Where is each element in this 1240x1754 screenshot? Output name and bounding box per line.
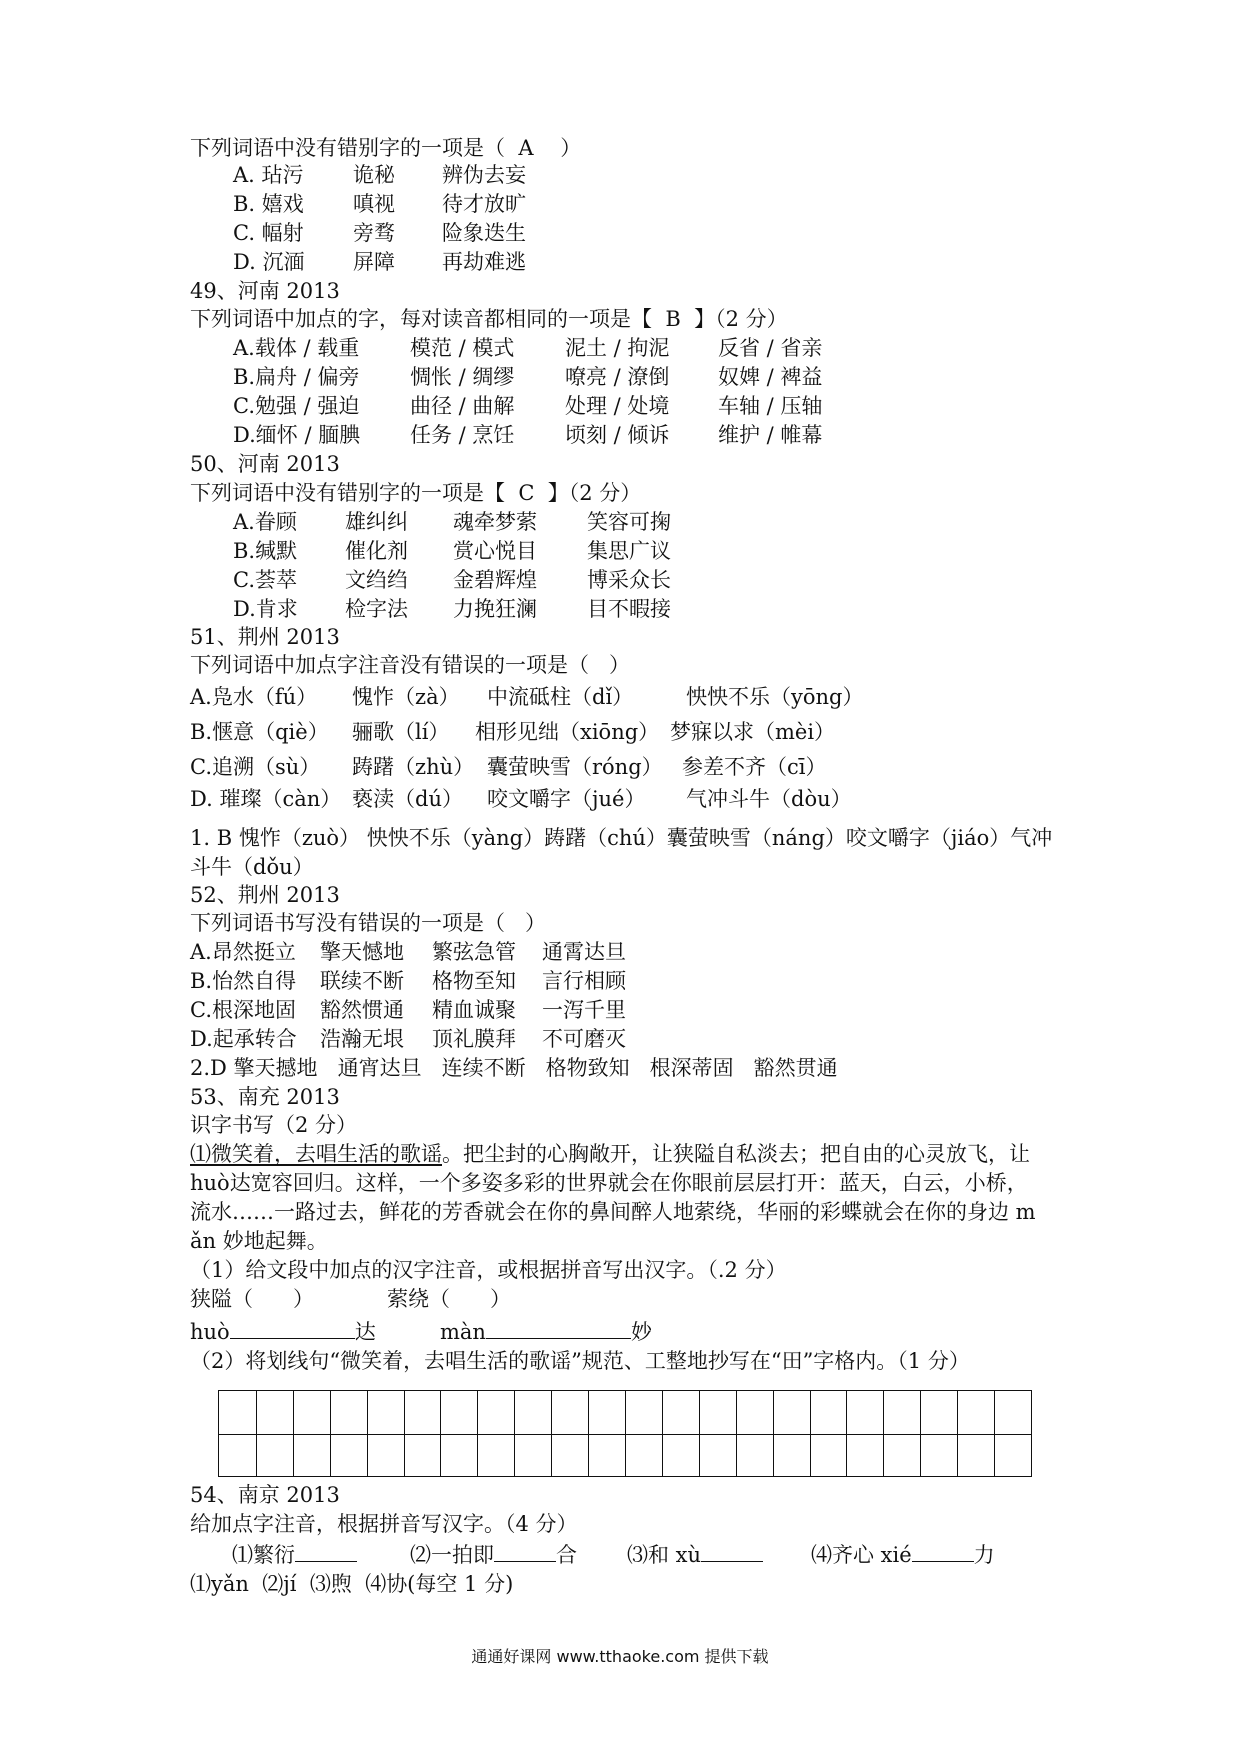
q48-a1: A. 玷污 <box>233 163 304 187</box>
q51-a4: 怏怏不乐（yōng） <box>686 685 864 709</box>
q50-d1: D.肯求 <box>233 597 298 621</box>
q53-passage-line1 <box>190 1140 1030 1168</box>
q51-answer-line1: 1. B 愧怍（zuò） 怏怏不乐（yàng）踌躇（chú）囊萤映雪（náng）咬文嚼字（jiáo）气冲 <box>190 826 1053 850</box>
q53-man-suffix: 妙 <box>630 1320 652 1344</box>
q49-b4: 奴婢 / 裨益 <box>718 365 823 389</box>
q48-stem: 下列词语中没有错别字的一项是（ A ） <box>190 136 582 160</box>
q49-d1: D.缅怀 / 腼腆 <box>233 423 361 447</box>
q49-d3: 顷刻 / 倾诉 <box>565 423 670 447</box>
q52-a2: 擎天憾地 <box>320 940 404 964</box>
q53-fill-man[interactable] <box>440 1318 652 1346</box>
q51-stem: 下列词语中加点字注音没有错误的一项是（ ） <box>190 653 631 677</box>
q49-a1: A.载体 / 载重 <box>233 336 360 360</box>
q49-a4: 反省 / 省亲 <box>718 336 823 360</box>
q50-b2: 催化剂 <box>345 539 408 563</box>
q52-b2: 联续不断 <box>320 969 404 993</box>
q54-item-2-suffix: 合 <box>556 1543 577 1567</box>
q52-d2: 浩瀚无垠 <box>320 1027 404 1051</box>
q53-fill-xiaai[interactable]: 狭隘（ ） <box>190 1287 315 1311</box>
q52-c4: 一泻千里 <box>542 998 626 1022</box>
q50-stem: 下列词语中没有错别字的一项是【 C 】（2 分） <box>190 481 642 505</box>
q50-a2: 雄纠纠 <box>345 510 408 534</box>
q54-item-4-blank[interactable] <box>912 1541 974 1562</box>
q54-item-4[interactable] <box>811 1541 995 1569</box>
q51-b4: 梦寐以求（mèi） <box>670 720 836 744</box>
q51-d3: 咬文嚼字（jué） <box>487 787 646 811</box>
q51-header: 51、荆州 2013 <box>190 625 340 649</box>
q48-d3: 再劫难逃 <box>442 250 526 274</box>
q54-item-4-suffix: 力 <box>973 1543 995 1567</box>
q52-a1: A.昂然挺立 <box>190 940 296 964</box>
q49-b1: B.扁舟 / 偏旁 <box>233 365 360 389</box>
q48-a2: 诡秘 <box>353 163 395 187</box>
q53-huo-pinyin: huò <box>190 1320 230 1344</box>
q54-item-2[interactable] <box>410 1541 577 1569</box>
q53-title: 识字书写（2 分） <box>190 1113 358 1137</box>
q53-sub2: （2）将划线句“微笑着，去唱生活的歌谣”规范、工整地抄写在“田”字格内。（1 分） <box>190 1349 970 1373</box>
q54-header: 54、南京 2013 <box>190 1483 340 1507</box>
q52-d3: 顶礼膜拜 <box>432 1027 516 1051</box>
q51-d2: 亵渎（dú） <box>352 787 463 811</box>
q49-b3: 嘹亮 / 潦倒 <box>565 365 670 389</box>
q48-c3: 险象迭生 <box>442 221 526 245</box>
q53-man-blank[interactable] <box>486 1318 631 1339</box>
q51-c4: 参差不齐（cī） <box>682 755 827 779</box>
q54-item-4-text: ⑷齐心 xié <box>811 1543 912 1567</box>
q51-d1: D. 璀璨（càn） <box>190 787 342 811</box>
q54-item-2-blank[interactable] <box>494 1541 556 1562</box>
q48-b3: 待才放旷 <box>442 192 526 216</box>
q49-b2: 惆怅 / 绸缪 <box>410 365 515 389</box>
q52-d4: 不可磨灭 <box>542 1027 626 1051</box>
q50-b4: 集思广议 <box>587 539 671 563</box>
q49-d2: 任务 / 烹饪 <box>410 423 515 447</box>
q50-c4: 博采众长 <box>587 568 671 592</box>
q53-fill-huo[interactable] <box>190 1318 376 1346</box>
q51-a3: 中流砥柱（dǐ） <box>487 685 634 709</box>
q53-fill-yingrao[interactable]: 萦绕（ ） <box>387 1287 512 1311</box>
q52-a4: 通霄达旦 <box>542 940 626 964</box>
q49-stem: 下列词语中加点的字，每对读音都相同的一项是【 B 】（2 分） <box>190 307 788 331</box>
q49-a2: 模范 / 模式 <box>410 336 515 360</box>
q52-c3: 精血诚聚 <box>432 998 516 1022</box>
q48-a3: 辨伪去妄 <box>442 163 526 187</box>
q53-huo-suffix: 达 <box>354 1320 376 1344</box>
q50-d2: 检字法 <box>345 597 408 621</box>
q54-item-1-text: ⑴繁衍 <box>232 1543 295 1567</box>
q54-answer: ⑴yǎn ⑵jí ⑶煦 ⑷协(每空 1 分) <box>190 1572 514 1596</box>
q52-c1: C.根深地固 <box>190 998 296 1022</box>
q50-c1: C.荟萃 <box>233 568 297 592</box>
q54-item-3-text: ⑶和 xù <box>627 1543 702 1567</box>
q50-c2: 文绉绉 <box>345 568 408 592</box>
q52-b1: B.怡然自得 <box>190 969 297 993</box>
q52-b4: 言行相顾 <box>542 969 626 993</box>
q54-item-2-text: ⑵一拍即 <box>410 1543 494 1567</box>
q48-c2: 旁骛 <box>353 221 395 245</box>
q54-item-3[interactable] <box>627 1541 763 1569</box>
q50-a1: A.眷顾 <box>233 510 297 534</box>
q50-b3: 赏心悦目 <box>453 539 537 563</box>
q53-header: 53、南充 2013 <box>190 1085 340 1109</box>
q50-a4: 笑容可掬 <box>587 510 671 534</box>
q48-d2: 屏障 <box>353 250 395 274</box>
q53-underlined-sentence: ⑴微笑着，去唱生活的歌谣 <box>190 1142 442 1166</box>
q48-b1: B. 嬉戏 <box>233 192 304 216</box>
q51-b2: 骊歌（lí） <box>352 720 450 744</box>
q48-c1: C. 幅射 <box>233 221 304 245</box>
q51-c3: 囊萤映雪（róng） <box>487 755 663 779</box>
q54-item-1[interactable] <box>232 1541 357 1569</box>
q53-passage-line4: ǎn 妙地起舞。 <box>190 1229 328 1253</box>
q50-a3: 魂牵梦萦 <box>453 510 537 534</box>
q52-a3: 繁弦急管 <box>432 940 516 964</box>
grid-cell[interactable] <box>219 1391 995 1476</box>
q54-item-1-blank[interactable] <box>295 1541 357 1562</box>
q53-passage-line3: 流水……一路过去，鲜花的芳香就会在你的鼻间醉人地萦绕，华丽的彩蝶就会在你的身边 m <box>190 1200 1036 1224</box>
q49-a3: 泥土 / 拘泥 <box>565 336 670 360</box>
q53-passage-rest: 。把尘封的心胸敞开，让狭隘自私淡去；把自由的心灵放飞，让 <box>442 1142 1030 1166</box>
q51-answer-line2: 斗牛（dǒu） <box>190 855 314 879</box>
q51-b1: B.惬意（qiè） <box>190 720 329 744</box>
q52-stem: 下列词语书写没有错误的一项是（ ） <box>190 911 547 935</box>
q52-c2: 豁然惯通 <box>320 998 404 1022</box>
q50-d3: 力挽狂澜 <box>453 597 537 621</box>
q52-header: 52、荆州 2013 <box>190 883 340 907</box>
q52-d1: D.起承转合 <box>190 1027 297 1051</box>
tianzige-grid[interactable] <box>218 1390 1032 1477</box>
q49-c4: 车轴 / 压轴 <box>718 394 823 418</box>
q49-c2: 曲径 / 曲解 <box>410 394 515 418</box>
q50-header: 50、河南 2013 <box>190 452 340 476</box>
q50-b1: B.缄默 <box>233 539 298 563</box>
q50-d4: 目不暇接 <box>587 597 671 621</box>
footer-watermark: 通通好课网 www.tthaoke.com 提供下载 <box>471 1647 769 1666</box>
q48-d1: D. 沉湎 <box>233 250 305 274</box>
q51-b3: 相形见绌（xiōng） <box>475 720 660 744</box>
q49-c3: 处理 / 处境 <box>565 394 670 418</box>
q49-header: 49、河南 2013 <box>190 279 340 303</box>
q49-d4: 维护 / 帷幕 <box>718 423 823 447</box>
q52-answer: 2.D 擎天撼地 通宵达旦 连续不断 格物致知 根深蒂固 豁然贯通 <box>190 1056 838 1080</box>
q54-stem: 给加点字注音，根据拼音写汉字。（4 分） <box>190 1512 578 1536</box>
q53-sub1: （1）给文段中加点的汉字注音，或根据拼音写出汉字。（.2 分） <box>190 1258 787 1282</box>
q53-man-pinyin: màn <box>440 1320 486 1344</box>
q51-c1: C.追溯（sù） <box>190 755 321 779</box>
q51-a1: A.凫水（fú） <box>190 685 318 709</box>
q50-c3: 金碧辉煌 <box>453 568 537 592</box>
q52-b3: 格物至知 <box>432 969 516 993</box>
q51-c2: 踌躇（zhù） <box>352 755 475 779</box>
q49-c1: C.勉强 / 强迫 <box>233 394 360 418</box>
q53-huo-blank[interactable] <box>230 1318 355 1339</box>
q48-b2: 嗔视 <box>353 192 395 216</box>
q53-passage-line2: huò达宽容回归。这样，一个多姿多彩的世界就会在你眼前层层打开：蓝天，白云，小桥， <box>190 1171 1028 1195</box>
q51-d4: 气冲斗牛（dòu） <box>686 787 852 811</box>
q54-item-3-blank[interactable] <box>701 1541 763 1562</box>
q51-a2: 愧怍（zà） <box>352 685 460 709</box>
